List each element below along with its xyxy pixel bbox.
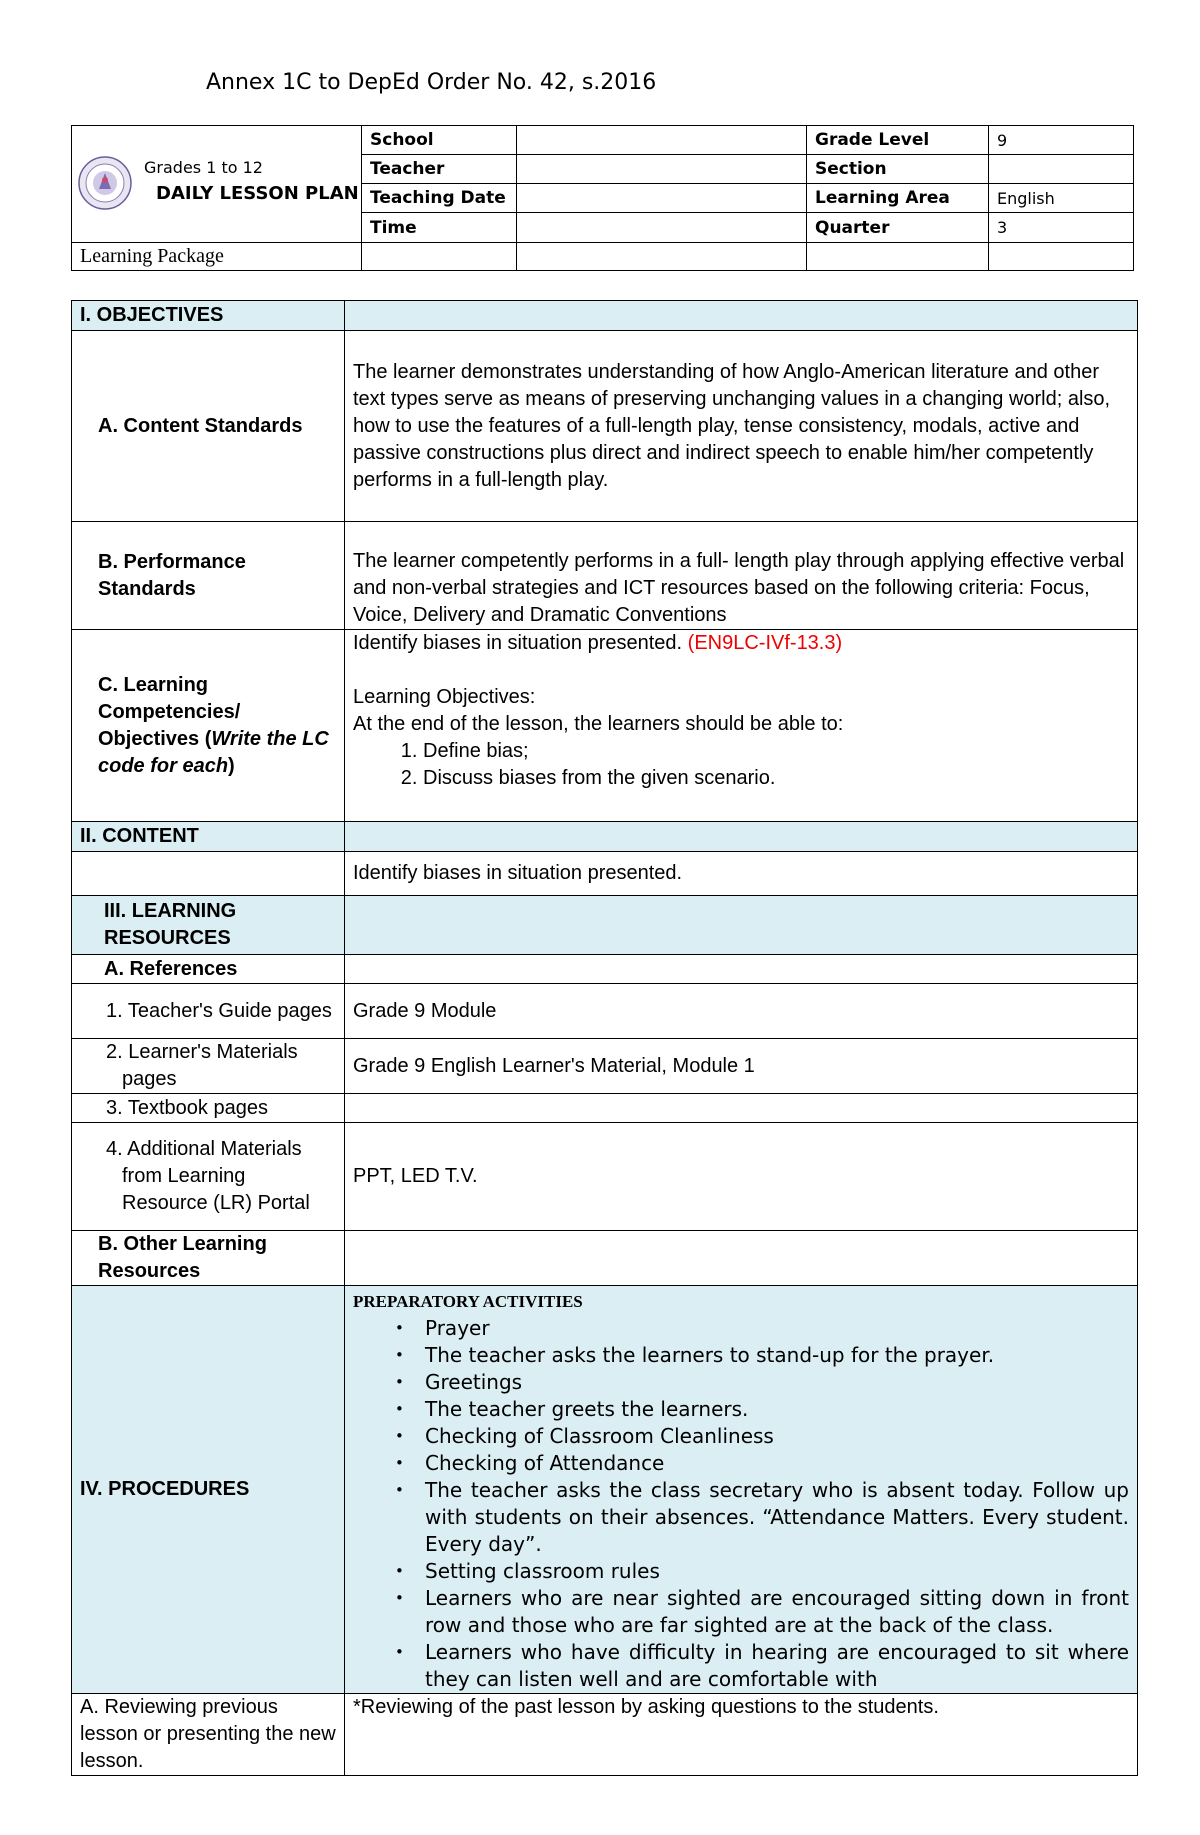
competencies-label-b: Write the LC code for each xyxy=(98,727,329,777)
bullet-icon: • xyxy=(395,1346,404,1364)
textbook-value xyxy=(345,1094,1138,1123)
additional-materials-value: PPT, LED T.V. xyxy=(345,1123,1138,1231)
learning-package-cell[interactable] xyxy=(517,243,807,271)
content-standards-label: A. Content Standards xyxy=(72,331,345,522)
teaching-date-value[interactable] xyxy=(517,184,807,213)
learning-objective-item: 1. Define bias; xyxy=(423,738,1129,765)
content-heading: II. CONTENT xyxy=(72,822,345,852)
learning-objectives-list xyxy=(353,738,1129,792)
list-item: • The teacher greets the learners. xyxy=(395,1397,749,1421)
learners-materials-label: 2. Learner's Materials pages xyxy=(72,1039,345,1094)
content-heading-cell xyxy=(345,822,1138,852)
learning-objectives-title: Learning Objectives: xyxy=(353,686,536,708)
teachers-guide-label: 1. Teacher's Guide pages xyxy=(72,984,345,1039)
plan-title: DAILY LESSON PLAN xyxy=(156,183,359,204)
quarter-value[interactable]: 3 xyxy=(989,213,1134,243)
preparatory-list xyxy=(353,1315,1129,1693)
lesson-plan-table xyxy=(71,300,1138,1776)
school-value[interactable] xyxy=(517,126,807,155)
list-item: • Checking of Attendance xyxy=(395,1451,665,1475)
learning-objective-item: 2. Discuss biases from the given scenario. xyxy=(423,765,1129,792)
bullet-icon: • xyxy=(395,1481,404,1499)
grades-label: Grades 1 to 12 xyxy=(144,158,263,177)
bullet-icon: • xyxy=(395,1589,404,1607)
learning-area-value[interactable]: English xyxy=(989,184,1134,213)
time-label: Time xyxy=(362,213,517,243)
bullet-icon: • xyxy=(395,1454,404,1472)
content-standards-text: The learner demonstrates understanding of how Anglo-American literature and other text types serve as means of preserving unchanging values in a changing world; also, how to use the features of a full-length play, tense consistency, modals, active and passive constructions plus direct and indirect speech to enable him/her competently performs in a full-length play. xyxy=(345,331,1138,522)
grade-level-value[interactable]: 9 xyxy=(989,126,1134,155)
content-text: Identify biases in situation presented. xyxy=(345,852,1138,896)
objectives-heading: I. OBJECTIVES xyxy=(72,301,345,331)
teacher-label: Teacher xyxy=(362,155,517,184)
references-label: A. References xyxy=(72,955,345,984)
content-empty-cell xyxy=(72,852,345,896)
procedures-heading: IV. PROCEDURES xyxy=(72,1286,345,1694)
competencies-cell xyxy=(345,630,1138,822)
competencies-label-a: C. Learning Competencies/ Objectives ( xyxy=(98,673,241,750)
header-table xyxy=(71,125,1134,271)
bullet-icon: • xyxy=(395,1427,404,1445)
grade-level-label: Grade Level xyxy=(807,126,989,155)
teachers-guide-value: Grade 9 Module xyxy=(345,984,1138,1039)
learning-objectives-intro: At the end of the lesson, the learners should be able to: xyxy=(353,713,844,735)
competency-text: Identify biases in situation presented. xyxy=(353,632,683,654)
resources-heading-cell xyxy=(345,896,1138,955)
procedures-cell xyxy=(345,1286,1138,1694)
time-value[interactable] xyxy=(517,213,807,243)
bullet-icon: • xyxy=(395,1562,404,1580)
performance-standards-label: B. Performance Standards xyxy=(72,522,345,630)
objectives-heading-cell xyxy=(345,301,1138,331)
list-item: • Greetings xyxy=(395,1370,523,1394)
additional-materials-label: 4. Additional Materials from Learning Resource (LR) Portal xyxy=(72,1123,345,1231)
resources-heading: III. LEARNING RESOURCES xyxy=(72,896,345,955)
section-value[interactable] xyxy=(989,155,1134,184)
bullet-icon: • xyxy=(395,1373,404,1391)
learning-package-cell[interactable] xyxy=(989,243,1134,271)
reviewing-label: A. Reviewing previous lesson or presenting the new lesson. xyxy=(72,1694,345,1776)
reviewing-text: *Reviewing of the past lesson by asking questions to the students. xyxy=(345,1694,1138,1776)
references-cell xyxy=(345,955,1138,984)
learning-package-label: Learning Package xyxy=(72,243,362,271)
list-item: • Prayer xyxy=(395,1316,490,1340)
preparatory-title: PREPARATORY ACTIVITIES xyxy=(353,1292,583,1311)
list-item: • Setting classroom rules xyxy=(395,1559,660,1583)
competencies-label xyxy=(72,630,345,822)
bullet-icon: • xyxy=(395,1319,404,1337)
list-item: • Learners who have difficulty in hearing are encouraged to sit where they can listen well and are comfortable with xyxy=(395,1640,1129,1691)
bullet-icon: • xyxy=(395,1400,404,1418)
competencies-label-c: ) xyxy=(228,754,235,777)
school-label: School xyxy=(362,126,517,155)
teacher-value[interactable] xyxy=(517,155,807,184)
annex-title: Annex 1C to DepEd Order No. 42, s.2016 xyxy=(206,70,657,95)
competency-line xyxy=(353,630,1129,657)
other-resources-label: B. Other Learning Resources xyxy=(72,1231,345,1286)
section-label: Section xyxy=(807,155,989,184)
learning-package-cell[interactable] xyxy=(807,243,989,271)
list-item: • Checking of Classroom Cleanliness xyxy=(395,1424,774,1448)
performance-standards-text: The learner competently performs in a full- length play through applying effective verbal and non-verbal strategies and ICT resources based on the following criteria: Focus, Voice, Delivery and Dramatic Conventions xyxy=(345,522,1138,630)
learning-package-cell[interactable] xyxy=(362,243,517,271)
deped-seal-icon xyxy=(78,156,132,210)
learning-area-label: Learning Area xyxy=(807,184,989,213)
logo-cell xyxy=(72,126,362,243)
teaching-date-label: Teaching Date xyxy=(362,184,517,213)
other-resources-value xyxy=(345,1231,1138,1286)
quarter-label: Quarter xyxy=(807,213,989,243)
list-item: • The teacher asks the class secretary who is absent today. Follow up with students on their absences. “Attendance Matters. Every student. Every day”. xyxy=(395,1478,1129,1556)
list-item: • Learners who are near sighted are encouraged sitting down in front row and those who are far sighted are at the back of the class. xyxy=(395,1586,1129,1637)
bullet-icon: • xyxy=(395,1643,404,1661)
list-item: • The teacher asks the learners to stand-up for the prayer. xyxy=(395,1343,995,1367)
learners-materials-value: Grade 9 English Learner's Material, Module 1 xyxy=(345,1039,1138,1094)
textbook-label: 3. Textbook pages xyxy=(72,1094,345,1123)
competency-code: (EN9LC-IVf-13.3) xyxy=(687,632,843,654)
